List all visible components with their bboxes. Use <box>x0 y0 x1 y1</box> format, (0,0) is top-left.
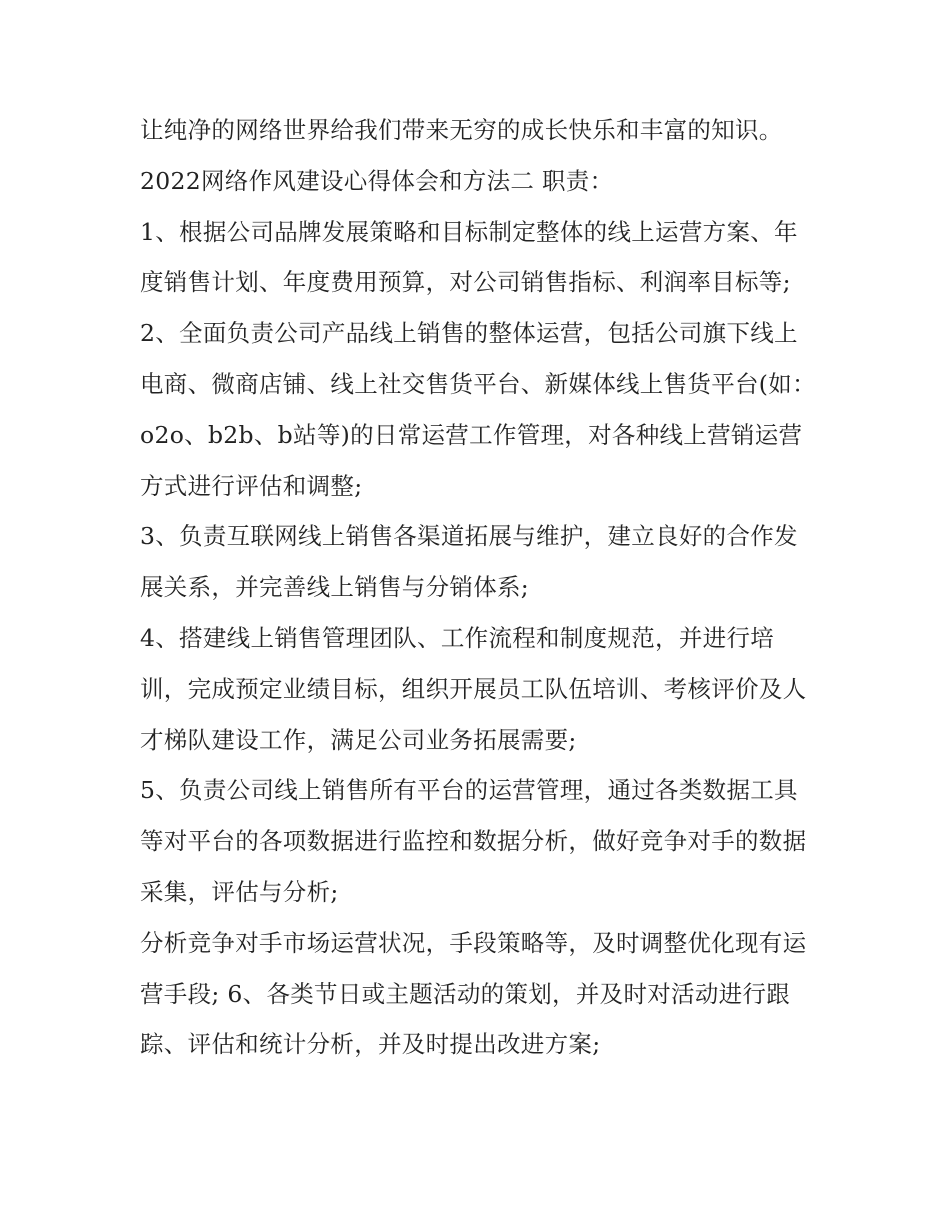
document-body <box>140 105 820 1070</box>
paragraph-item-1: 1、根据公司品牌发展策略和目标制定整体的线上运营方案、年度销售计划、年度费用预算，对公司销售指标、利润率目标等; <box>140 217 798 297</box>
paragraph-intro: 让纯净的网络世界给我们带来无穷的成长快乐和丰富的知识。 <box>140 116 783 144</box>
paragraph-item-3: 3、负责互联网线上销售各渠道拓展与维护，建立良好的合作发展关系，并完善线上销售与分销体系; <box>140 522 798 602</box>
paragraph-item-5: 5、负责公司线上销售所有平台的运营管理，通过各类数据工具等对平台的各项数据进行监控和数据分析，做好竞争对手的数据采集，评估与分析; <box>140 776 807 906</box>
paragraph-heading: 2022网络作风建设心得体会和方法二 职责： <box>140 166 614 195</box>
paragraph-item-4: 4、搭建线上销售管理团队、工作流程和制度规范，并进行培训，完成预定业绩目标，组织开展员工队伍培训、考核评价及人才梯队建设工作，满足公司业务拓展需要; <box>140 623 807 754</box>
paragraph-item-2: 2、全面负责公司产品线上销售的整体运营，包括公司旗下线上电商、微商店铺、线上社交售货平台、新媒体线上售货平台(如：o2o、b2b、b站等)的日常运营工作管理，对各种线上营销运营方式进行评估和调整; <box>140 319 816 500</box>
paragraph-item-6: 分析竞争对手市场运营状况，手段策略等，及时调整优化现有运营手段; 6、各类节日或主题活动的策划，并及时对活动进行跟踪、评估和统计分析，并及时提出改进方案; <box>140 928 807 1059</box>
